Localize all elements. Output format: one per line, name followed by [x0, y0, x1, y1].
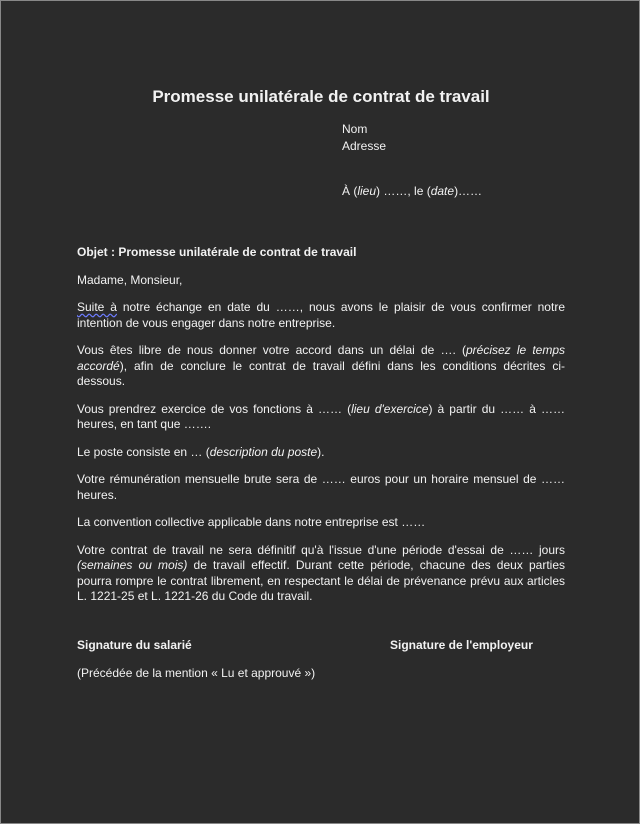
paragraph-exchange: [77, 300, 565, 331]
letter-body: [77, 245, 565, 617]
paragraph-trial-italic: (semaines ou mois): [77, 558, 188, 572]
paragraph-exchange-text: notre échange en date du ……, nous avons le plaisir de vous confirmer notre intention de vous engager dans notre entreprise.: [77, 300, 565, 330]
place-date-suffix: )……: [454, 184, 483, 198]
subject-line: Objet : Promesse unilatérale de contrat de travail: [77, 245, 357, 259]
signature-mention: (Précédée de la mention « Lu et approuvé »): [77, 666, 316, 680]
paragraph-acceptance-italic: précisez le temps accordé: [77, 343, 566, 373]
paragraph-job-description: [77, 445, 565, 461]
paragraph-start-text-a: Vous prendrez exercice de vos fonctions à …… (: [77, 401, 352, 416]
paragraph-job-text-b: ).: [317, 444, 325, 459]
paragraph-start-text-b: ) à partir du …… à …… heures, en tant que …….: [77, 401, 565, 431]
signature-employee-label: Signature du salarié: [77, 638, 192, 652]
paragraph-job-text-a: Le poste consiste en … (: [77, 444, 210, 459]
place-date-middle: ) ……, le (: [376, 184, 431, 198]
signature-employer-label: Signature de l'employeur: [390, 638, 533, 652]
salutation: Madame, Monsieur,: [77, 272, 183, 287]
paragraph-acceptance-delay: [77, 343, 565, 390]
paragraph-start-italic: lieu d'exercice: [351, 401, 429, 416]
paragraph-trial-text-b: de travail effectif. Durant cette période, chacune des deux parties pourra rompre le contrat librement, en respectant le délai de prévenance prévu aux articles L. 1221-25 et L. 1221-26 du Code du travail.: [77, 558, 566, 603]
paragraph-collective-agreement: La convention collective applicable dans notre entreprise est ……: [77, 515, 426, 529]
paragraph-salary: Votre rémunération mensuelle brute sera de …… euros pour un horaire mensuel de …… heures.: [77, 472, 565, 502]
place-date-prefix: À (: [342, 184, 358, 198]
sender-block: [342, 121, 386, 155]
signature-row: [77, 638, 565, 654]
document-title: Promesse unilatérale de contrat de travail: [152, 87, 490, 106]
spellcheck-flagged-text[interactable]: Suite à: [77, 300, 117, 314]
place-date-line: [342, 184, 482, 198]
date-placeholder: date: [430, 184, 455, 198]
sender-address: Adresse: [342, 139, 387, 153]
sender-name: Nom: [342, 122, 368, 136]
paragraph-acceptance-text-a: Vous êtes libre de nous donner votre accord dans un délai de …. (: [77, 343, 466, 357]
paragraph-acceptance-text-b: ), afin de conclure le contrat de travail défini dans les conditions décrites ci-dessous.: [77, 358, 565, 388]
paragraph-trial-text-a: Votre contrat de travail ne sera définitif qu'à l'issue d'une période d'essai de …… jours: [77, 542, 565, 557]
paragraph-start-duties: [77, 402, 565, 433]
paragraph-trial-period: [77, 543, 565, 605]
place-placeholder: lieu: [357, 184, 377, 198]
paragraph-job-italic: description du poste: [209, 444, 318, 459]
